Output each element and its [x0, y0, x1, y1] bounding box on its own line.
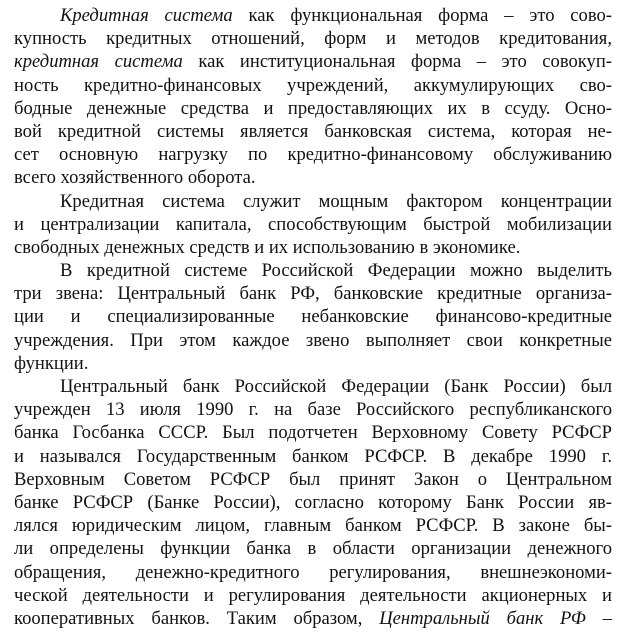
text-line	[14, 514, 612, 537]
text-line	[14, 445, 612, 468]
text-segment: учрежден 13 июля 1990 г. на базе Российского республиканского	[14, 399, 612, 421]
text-line	[14, 282, 612, 305]
text-segment: сет основную нагрузку по кредитно-финансовому обслуживанию	[14, 144, 612, 166]
text-line	[14, 166, 612, 189]
text-line	[14, 120, 612, 143]
text-segment: свободных денежных средств и их использованию в экономике.	[14, 236, 521, 258]
paragraph	[14, 190, 612, 260]
text-segment: и назывался Государственным банком РСФСР. В декабре 1990 г.	[14, 445, 612, 467]
text-segment: лялся юридическим лицом, главным банком РСФСР. В законе бы-	[14, 515, 612, 537]
text-line	[14, 190, 612, 213]
italic-term: Кредитная система	[60, 5, 233, 26]
text-line	[14, 491, 612, 514]
text-segment: банке РСФСР (Банке России), согласно которому Банк России яв-	[14, 491, 612, 513]
text-line	[14, 27, 612, 50]
text-line	[14, 329, 612, 352]
text-segment: учреждения. При этом каждое звено выполняет свои конкретные	[14, 329, 612, 351]
text-line	[14, 259, 612, 282]
italic-term: кредитная система	[14, 51, 183, 73]
text-line	[14, 4, 612, 27]
text-line	[14, 421, 612, 444]
text-segment: Верховным Советом РСФСР был принят Закон о Центральном	[14, 468, 612, 490]
text-line	[14, 236, 612, 259]
text-segment: бодные денежные средства и предоставляющих их в ссуду. Осно-	[14, 97, 612, 119]
text-line	[14, 584, 612, 607]
document-page	[14, 4, 612, 630]
text-segment: Кредитная система служит мощным фактором концентрации	[60, 190, 612, 212]
text-line	[14, 143, 612, 166]
text-segment: –	[585, 607, 612, 629]
text-segment: обращения, денежно-кредитного регулирования, внешнеэкономи-	[14, 561, 612, 583]
text-line	[14, 607, 612, 630]
text-line	[14, 561, 612, 584]
text-segment: вой кредитной системы является банковская система, которая не-	[14, 120, 612, 142]
text-line	[14, 352, 612, 375]
text-segment: купность кредитных отношений, форм и методов кредитования,	[14, 28, 612, 50]
text-segment: функции.	[14, 352, 89, 374]
text-line	[14, 213, 612, 236]
text-body	[14, 4, 612, 630]
text-segment: и централизации капитала, способствующим быстрой мобилизации	[14, 213, 612, 235]
text-segment: Центральный банк Российской Федерации (Банк России) был	[60, 376, 612, 397]
text-line	[14, 375, 612, 398]
text-segment: В кредитной системе Российской Федерации можно выделить	[60, 260, 612, 282]
text-segment: ции и специализированные небанковские финансово-кредитные	[14, 306, 612, 328]
text-line	[14, 97, 612, 120]
text-line	[14, 468, 612, 491]
text-segment: ческой деятельности и регулирования деятельности акционерных и	[14, 584, 612, 606]
text-line	[14, 74, 612, 97]
paragraph	[14, 259, 612, 375]
paragraph	[14, 375, 612, 630]
text-line	[14, 398, 612, 421]
italic-term: Центральный банк РФ	[379, 607, 586, 629]
text-segment: всего хозяйственного оборота.	[14, 167, 256, 189]
text-segment: кооперативных банков. Таким образом,	[14, 607, 380, 629]
text-line	[14, 50, 612, 73]
text-line	[14, 305, 612, 328]
text-line	[14, 537, 612, 560]
paragraph	[14, 4, 612, 190]
text-segment: ли определены функции банка в области организации денежного	[14, 538, 612, 560]
text-segment: как институциональная форма – это совокуп-	[182, 51, 612, 73]
text-segment: как функциональная форма – это сово-	[232, 5, 612, 26]
text-segment: три звена: Центральный банк РФ, банковские кредитные организа-	[14, 283, 612, 305]
text-segment: банка Госбанка СССР. Был подотчетен Верховному Совету РСФСР	[14, 422, 612, 444]
text-segment: ность кредитно-финансовых учреждений, аккумулирующих сво-	[14, 74, 612, 96]
